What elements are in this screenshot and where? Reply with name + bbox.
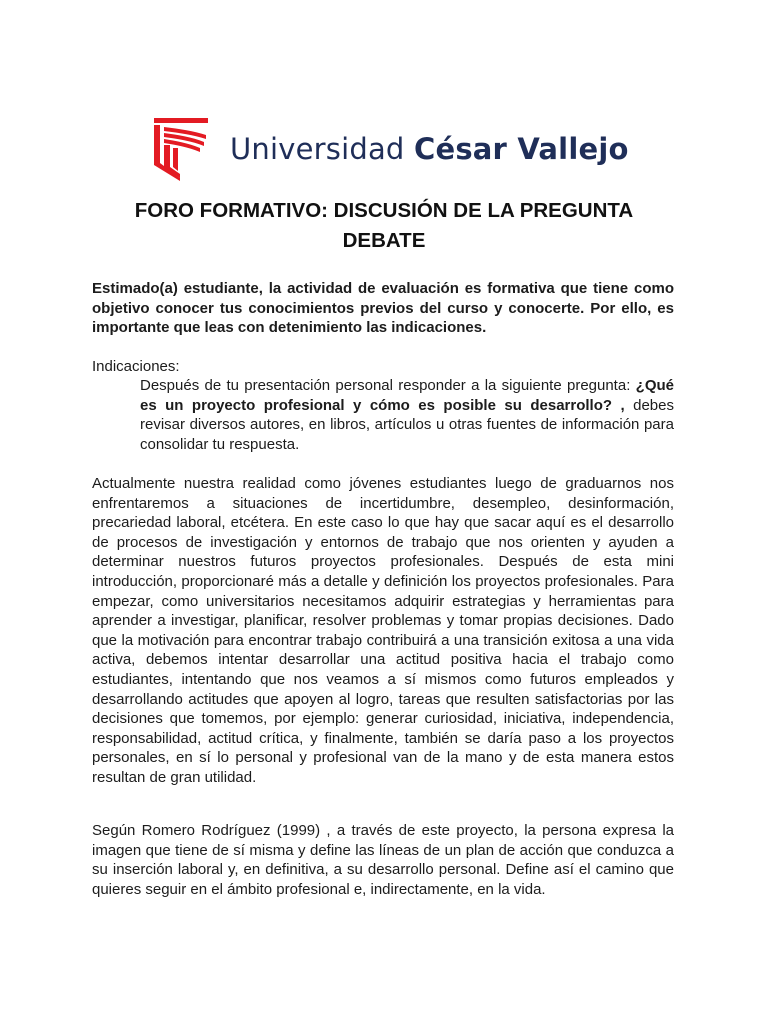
indications-text bbox=[140, 376, 674, 454]
title-line-2: DEBATE bbox=[342, 229, 426, 252]
body-paragraph-1: Actualmente nuestra realidad como jóvenes estudiantes luego de graduarnos nos enfrentaremos a situaciones de incertidumbre, desempleo, desinformación, precariedad laboral, etcétera. En este caso lo que hay que sacar aquí es el desarrollo de procesos de investigación y entornos de trabajo que nos orienten y ayuden a determinar nuestros futuros proyectos profesionales. Después de esta mini introducción, proporcionaré más a detalle y definición los proyectos profesionales. Para empezar, como universitarios necesitamos adquirir estrategias y herramientas para aprender a investigar, planificar, resolver problemas y tomar propias decisiones. Dado que la motivación para encontrar trabajo contribuirá a una transición exitosa a una vida activa, debemos intentar desarrollar una actitud positiva hacia el trabajo como estudiantes, intentando que nos veamos a sí mismos como futuros empleados y desarrollando actitudes que apoyen al logro, tareas que resulten satisfactorias por las decisiones que tomemos, por ejemplo: generar curiosidad, iniciativa, independencia, responsabilidad, actitud crítica, y finalmente, también se daría paso a los proyectos personales, en sí lo personal y profesional van de la mano y de esta manera estos resultan de gran utilidad. bbox=[92, 475, 674, 786]
intro-paragraph: Estimado(a) estudiante, la actividad de evaluación es formativa que tiene como objetivo conocer tus conocimientos previos del curso y conocerte. Por ello, es importante que leas con detenimiento las indicaciones. bbox=[92, 280, 674, 337]
ucv-emblem-icon bbox=[150, 115, 212, 181]
title-line-1: FORO FORMATIVO: DISCUSIÓN DE LA PREGUNTA bbox=[134, 199, 634, 222]
university-name-regular: Universidad bbox=[230, 131, 414, 166]
indications-label: Indicaciones: bbox=[92, 358, 180, 375]
university-logo bbox=[150, 115, 629, 181]
indications-lead: Después de tu presentación personal responder a la siguiente pregunta: bbox=[140, 377, 636, 394]
debate-question: ¿Qué es un proyecto profesional y cómo es posible su desarrollo? , bbox=[140, 377, 674, 414]
university-name-bold: César Vallejo bbox=[413, 131, 629, 166]
indications-tail: debes revisar diversos autores, en libros, artículos u otras fuentes de información para consolidar tu respuesta. bbox=[140, 396, 674, 453]
body-paragraph-2: Según Romero Rodríguez (1999) , a través de este proyecto, la persona expresa la imagen que tiene de sí misma y define las líneas de un plan de acción que conduzca a su inserción laboral y, en definitiva, a su desarrollo personal. Define así el camino que quieres seguir en el ámbito profesional e, indirectamente, en la vida. bbox=[92, 822, 674, 898]
page-title bbox=[92, 196, 676, 256]
university-name bbox=[230, 131, 629, 166]
